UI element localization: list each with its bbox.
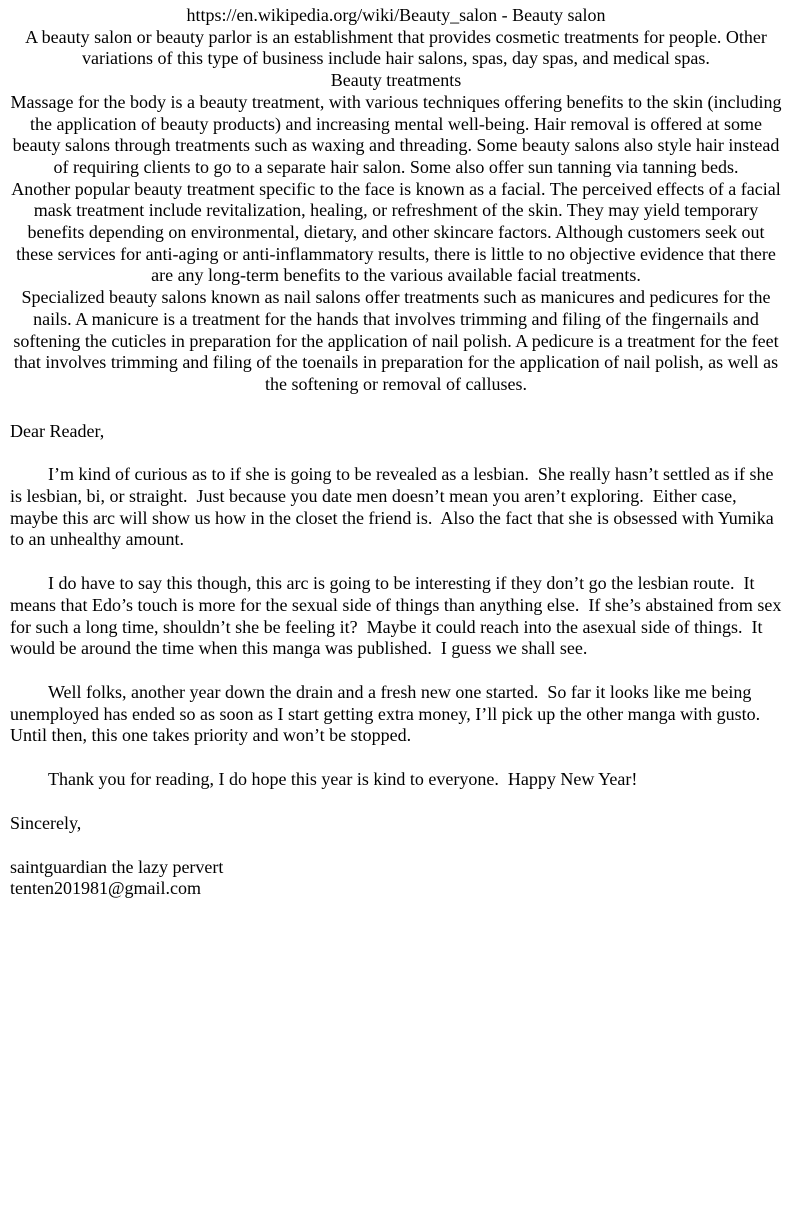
reader-letter bbox=[10, 420, 786, 900]
letter-paragraph-curious: I’m kind of curious as to if she is going to be revealed as a lesbian. She really hasn’t settled as if she is lesbian, bi, or straight. Just because you date men doesn’t mean you aren’t exploring. Either case, maybe this arc will show us how in the closet the friend is. Also the fact that she is obsessed with Yumika to an unhealthy amount. bbox=[10, 464, 779, 550]
signature-email: tenten201981@gmail.com bbox=[10, 878, 202, 899]
excerpt-paragraph-facial: Another popular beauty treatment specific to the face is known as a facial. The perceived effects of a facial mask treatment include revitalization, healing, or refreshment of the skin. They may yield temporary benefits depending on environmental, dietary, and other skincare factors. Although customers seek out these services for anti-aging or anti-inflammatory results, there is little to no objective evidence that there are any long-term benefits to the various available facial treatments. bbox=[11, 178, 781, 286]
excerpt-paragraph-massage: Massage for the body is a beauty treatment, with various techniques offering benefits to the skin (including the application of beauty products) and increasing mental well-being. Hair removal is offered at some beauty salons through treatments such as waxing and threading. Some beauty salons also style hair instead of requiring clients to go to a separate hair salon. Some also offer sun tanning via tanning beds. bbox=[10, 91, 782, 177]
source-url-line: https://en.wikipedia.org/wiki/Beauty_salon - Beauty salon bbox=[186, 5, 606, 25]
section-heading: Beauty treatments bbox=[330, 70, 462, 91]
letter-salutation: Dear Reader, bbox=[10, 420, 105, 441]
intro-paragraph: A beauty salon or beauty parlor is an establishment that provides cosmetic treatments for people. Other variations of this type of business include hair salons, spas, day spas, and medical spas. bbox=[25, 26, 767, 69]
letter-paragraph-arc: I do have to say this though, this arc is going to be interesting if they don’t go the lesbian route. It means that Edo’s touch is more for the sexual side of things than anything else. If she’s abstained from sex for such a long time, shouldn’t she be feeling it? Maybe it could reach into the asexual side of things. It would be around the time when this manga was published. I guess we shall see. bbox=[10, 573, 786, 659]
letter-closing: Sincerely, bbox=[10, 812, 82, 833]
letter-paragraph-newyear: Well folks, another year down the drain and a fresh new one started. So far it looks like me being unemployed has ended so as soon as I start getting extra money, I’ll pick up the other manga with gusto. Until then, this one takes priority and won’t be stopped. bbox=[10, 681, 770, 746]
letter-paragraph-thanks: Thank you for reading, I do hope this year is kind to everyone. Happy New Year! bbox=[48, 769, 638, 790]
signature-name: saintguardian the lazy pervert bbox=[10, 856, 224, 877]
excerpt-paragraph-nails: Specialized beauty salons known as nail salons offer treatments such as manicures and pedicures for the nails. A manicure is a treatment for the hands that involves trimming and filing of the fingernails and softening the cuticles in preparation for the application of nail polish. A pedicure is a treatment for the feet that involves trimming and filing of the toenails in preparation for the application of nail polish, as well as the softening or removal of calluses. bbox=[13, 287, 779, 394]
wikipedia-excerpt bbox=[10, 5, 782, 396]
